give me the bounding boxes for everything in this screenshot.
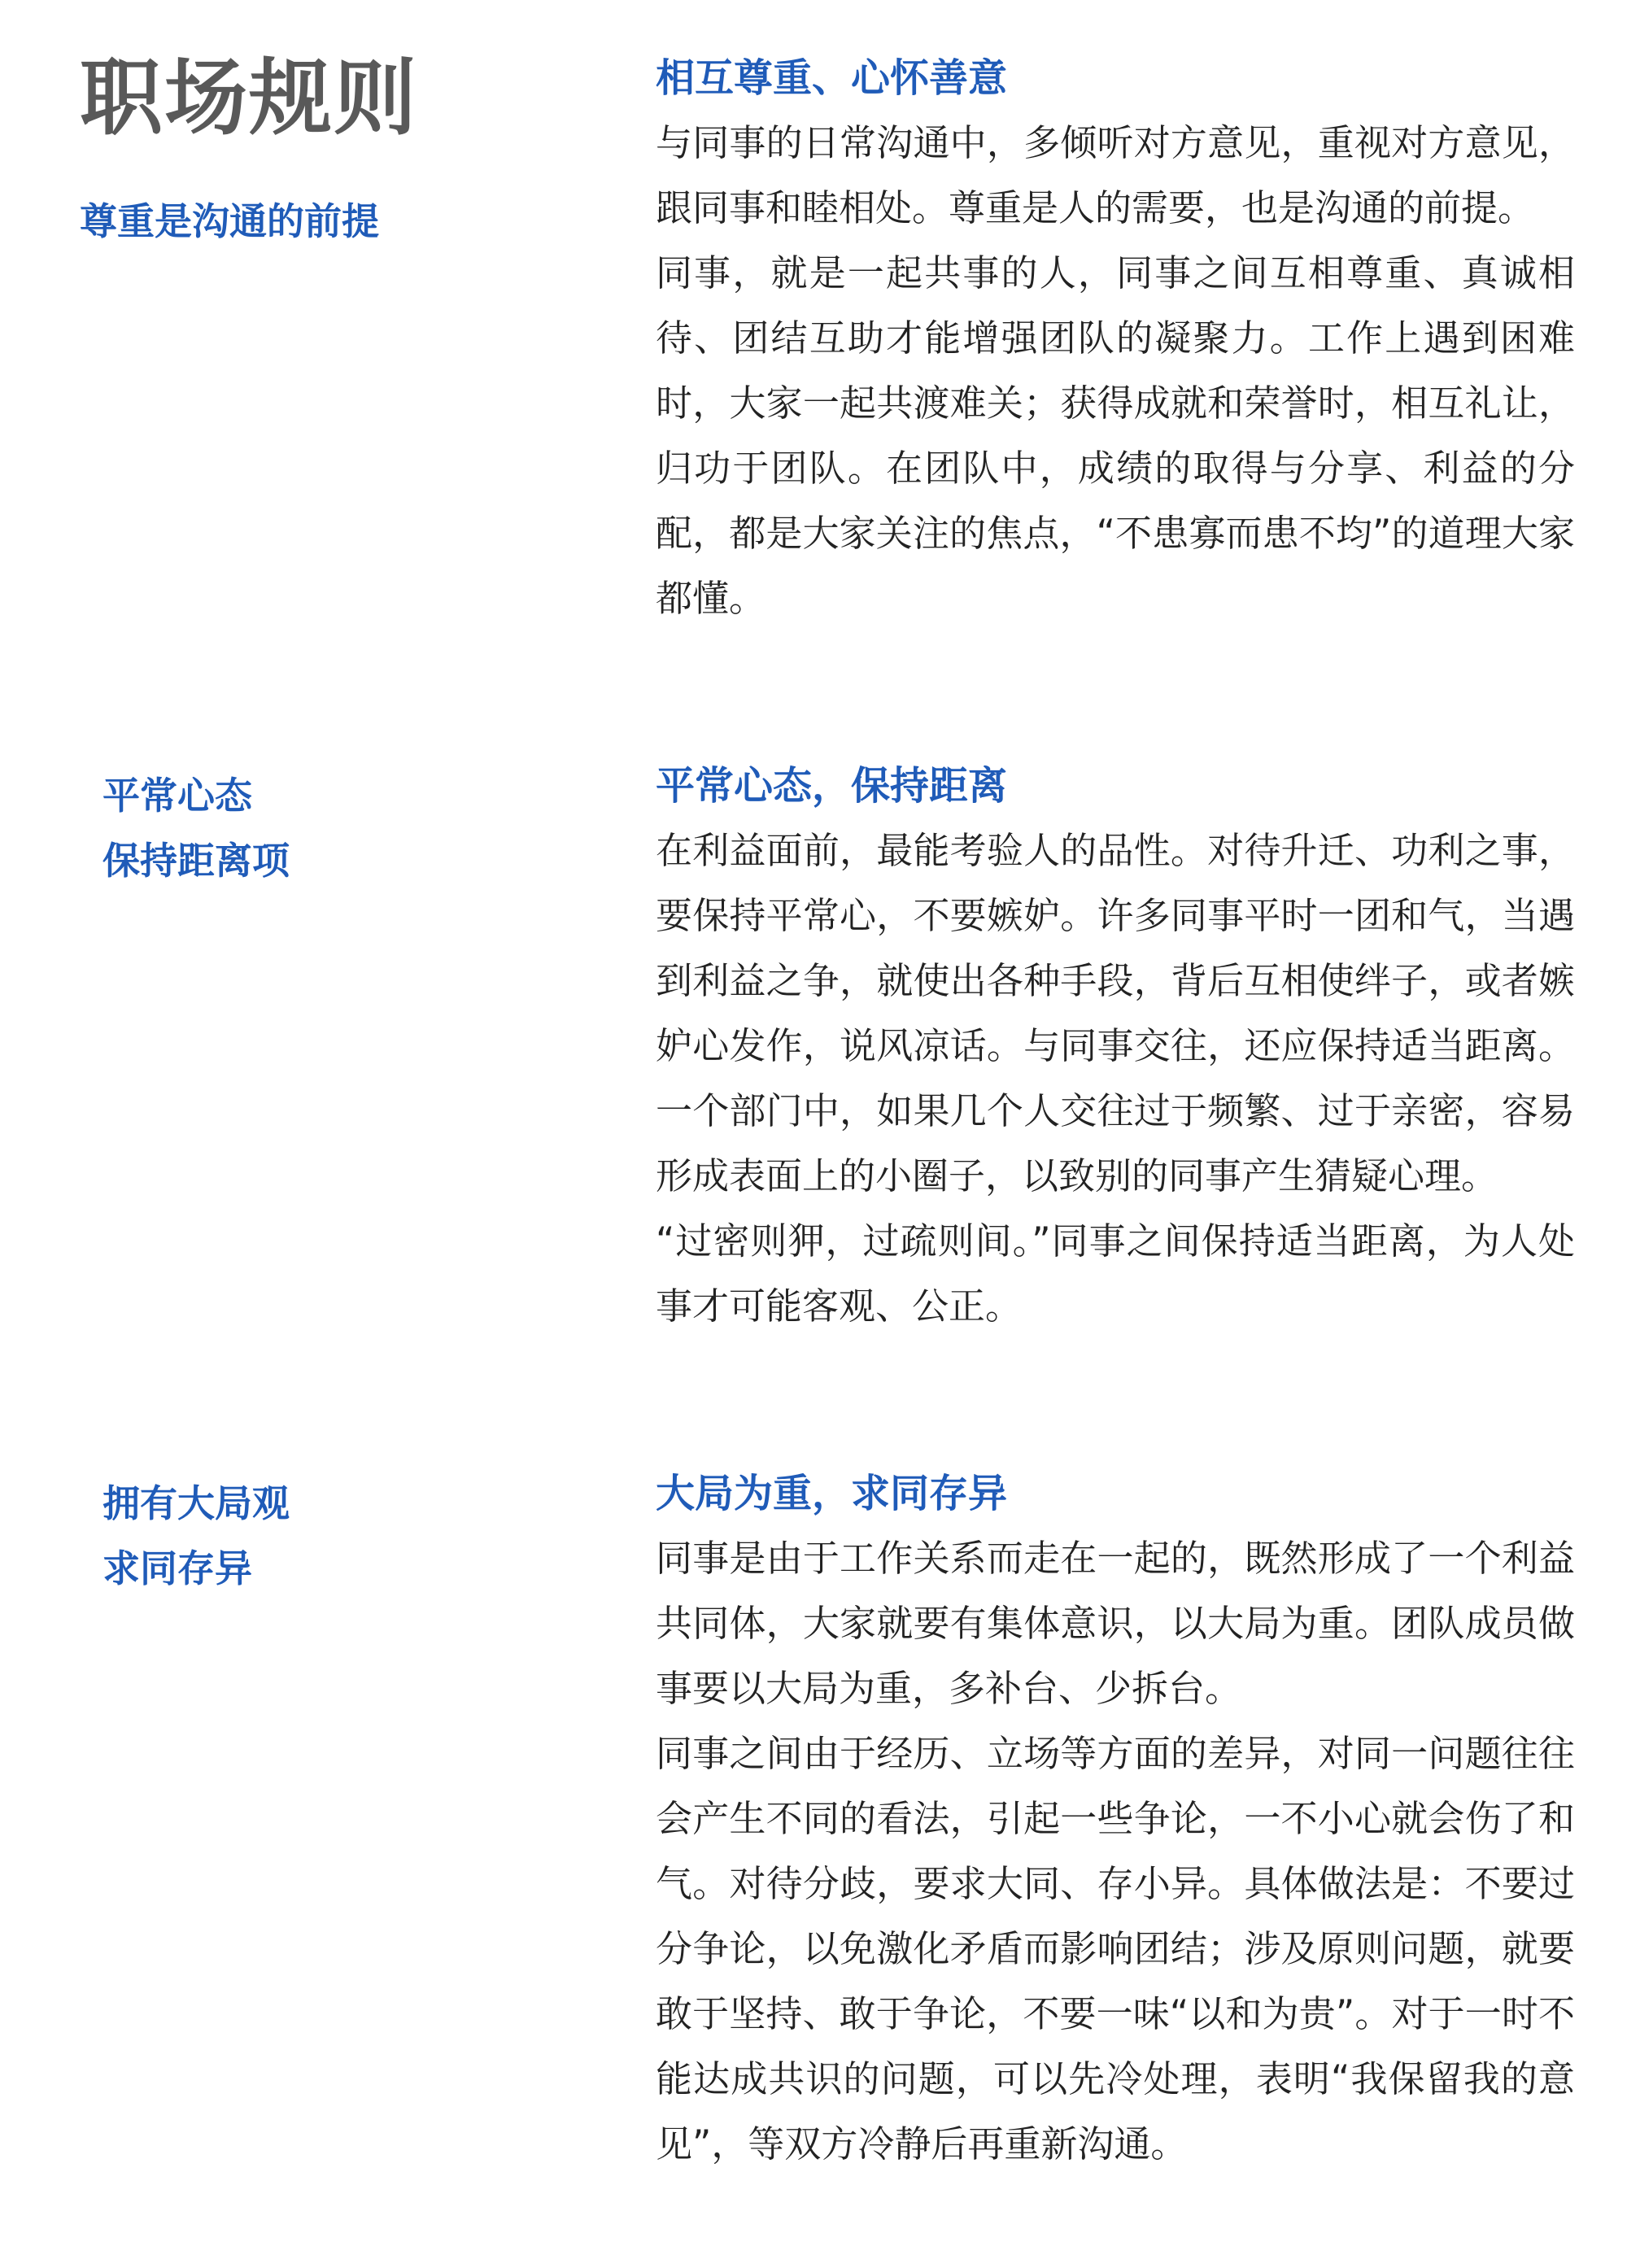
paragraph: 在利益面前，最能考验人的品性。对待升迁、功利之事，要保持平常心，不要嫉妒。许多同事平时一团和气，当遇到利益之争，就使出各种手段，背后互相使绊子，或者嫉妒心发作，说风凉话。与同事交往，还应保持适当距离。一个部门中，如果几个人交往过于频繁、过于亲密，容易形成表面上的小圈子，以致别的同事产生猜疑心理。 (656, 829, 1575, 1197)
side-label-distance (103, 763, 591, 893)
paragraph: 同事之间由于经历、立场等方面的差异，对同一问题往往会产生不同的看法，引起一些争论，一不小心就会伤了和气。对待分歧，要求大同、存小异。具体做法是：不要过分争论，以免激化矛盾而影响团结；涉及原则问题，就要敢于坚持、敢于争论，不要一味“以和为贵”。对于一时不能达成共识的问题，可以先冷处理，表明“我保留我的意见”，等双方冷静后再重新沟通。 (656, 1732, 1575, 2166)
side-label-big-picture (103, 1471, 591, 1601)
section-respect (656, 46, 1575, 631)
paragraph: 同事是由于工作关系而走在一起的，既然形成了一个利益共同体，大家就要有集体意识，以大局为重。团队成员做事要以大局为重，多补台、少拆台。 (656, 1537, 1575, 1710)
page-title: 职场规则 (80, 50, 418, 147)
section-big-picture (656, 1461, 1575, 2177)
section-heading: 平常心态，保持距离 (656, 763, 1008, 809)
paragraph: 与同事的日常沟通中，多倾听对方意见，重视对方意见，跟同事和睦相处。尊重是人的需要，也是沟通的前提。 (656, 121, 1575, 229)
paragraph: “过密则狎，过疏则间。”同事之间保持适当距离，为人处事才可能客观、公正。 (656, 1219, 1575, 1328)
paragraph: 同事，就是一起共事的人，同事之间互相尊重、真诚相待、团结互助才能增强团队的凝聚力。工作上遇到困难时，大家一起共渡难关；获得成就和荣誉时，相互礼让，归功于团队。在团队中，成绩的取得与分享、利益的分配，都是大家关注的焦点，“不患寡而患不均”的道理大家都懂。 (656, 251, 1575, 620)
side-label-line: 平常心态 (103, 774, 252, 818)
side-label-respect (80, 189, 568, 254)
side-label-line: 求同存异 (103, 1546, 252, 1590)
section-distance (656, 753, 1575, 1339)
side-label-line: 拥有大局观 (103, 1481, 290, 1525)
section-heading: 大局为重，求同存异 (656, 1471, 1008, 1516)
side-label-line: 保持距离项 (103, 839, 290, 883)
side-label-line: 尊重是沟通的前提 (80, 199, 379, 243)
section-heading: 相互尊重、心怀善意 (656, 55, 1008, 101)
